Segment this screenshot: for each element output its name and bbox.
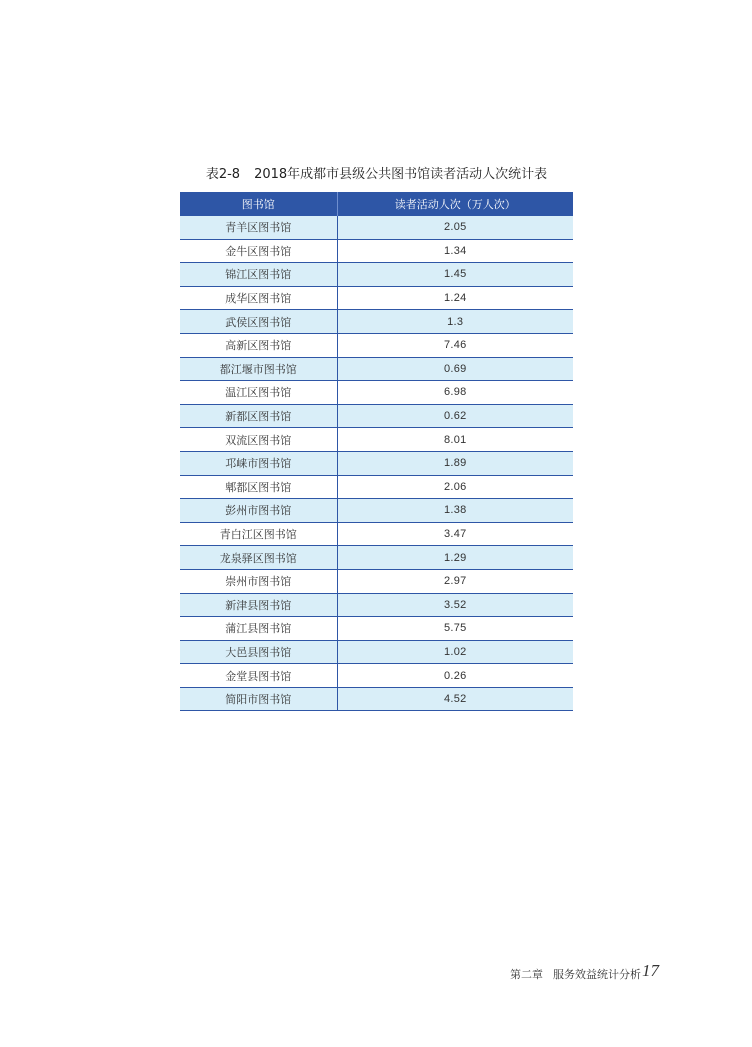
column-header-activity-count: 读者活动人次（万人次） [337,192,573,216]
library-name-cell: 彭州市图书馆 [180,499,337,523]
activity-count-cell: 1.3 [337,310,573,334]
activity-count-cell: 7.46 [337,333,573,357]
activity-count-cell: 1.24 [337,286,573,310]
page-number: 17 [642,961,659,980]
library-name-cell: 新都区图书馆 [180,404,337,428]
activity-count-cell: 3.52 [337,593,573,617]
table-row [180,404,573,428]
activity-count-cell: 0.69 [337,357,573,381]
library-name-cell: 双流区图书馆 [180,428,337,452]
activity-count-cell: 1.02 [337,640,573,664]
library-name-cell: 青白江区图书馆 [180,522,337,546]
table-row [180,640,573,664]
library-name-cell: 大邑县图书馆 [180,640,337,664]
activity-count-cell: 2.06 [337,475,573,499]
library-name-cell: 锦江区图书馆 [180,263,337,287]
table-row [180,475,573,499]
library-name-cell: 高新区图书馆 [180,333,337,357]
table-row [180,664,573,688]
library-name-cell: 金堂县图书馆 [180,664,337,688]
table-body [180,216,573,711]
library-name-cell: 新津县图书馆 [180,593,337,617]
table-row [180,286,573,310]
activity-count-cell: 2.05 [337,216,573,239]
table-header-row [180,192,573,216]
library-name-cell: 金牛区图书馆 [180,239,337,263]
activity-count-cell: 1.45 [337,263,573,287]
library-name-cell: 邛崃市图书馆 [180,451,337,475]
table-row [180,357,573,381]
library-name-cell: 崇州市图书馆 [180,569,337,593]
library-name-cell: 成华区图书馆 [180,286,337,310]
activity-count-cell: 1.29 [337,546,573,570]
activity-count-cell: 0.62 [337,404,573,428]
library-name-cell: 都江堰市图书馆 [180,357,337,381]
activity-count-cell: 4.52 [337,687,573,711]
page-footer [510,966,641,982]
table-title: 2018年成都市县级公共图书馆读者活动人次统计表 [254,167,548,182]
library-name-cell: 青羊区图书馆 [180,216,337,239]
table-row [180,333,573,357]
activity-count-cell: 0.26 [337,664,573,688]
library-name-cell: 武侯区图书馆 [180,310,337,334]
activity-count-cell: 3.47 [337,522,573,546]
activity-count-cell: 5.75 [337,617,573,641]
activity-count-cell: 2.97 [337,569,573,593]
activity-count-cell: 6.98 [337,381,573,405]
library-name-cell: 龙泉驿区图书馆 [180,546,337,570]
table-row [180,381,573,405]
table-row [180,687,573,711]
table-row [180,593,573,617]
activity-count-cell: 1.38 [337,499,573,523]
library-name-cell: 温江区图书馆 [180,381,337,405]
footer-chapter: 第二章 [510,968,543,981]
library-activity-table [180,192,573,711]
activity-count-cell: 1.89 [337,451,573,475]
table-caption [180,163,573,182]
library-name-cell: 蒲江县图书馆 [180,617,337,641]
activity-count-cell: 8.01 [337,428,573,452]
table-row [180,522,573,546]
table-row [180,451,573,475]
table-row [180,310,573,334]
table-row [180,216,573,239]
table-row [180,617,573,641]
column-header-library: 图书馆 [180,192,337,216]
library-name-cell: 郫都区图书馆 [180,475,337,499]
table-row [180,263,573,287]
footer-section: 服务效益统计分析 [553,968,641,981]
table-row [180,499,573,523]
table-row [180,239,573,263]
library-name-cell: 简阳市图书馆 [180,687,337,711]
table-row [180,546,573,570]
activity-count-cell: 1.34 [337,239,573,263]
table-row [180,428,573,452]
table-number: 表2-8 [205,167,241,182]
table-row [180,569,573,593]
